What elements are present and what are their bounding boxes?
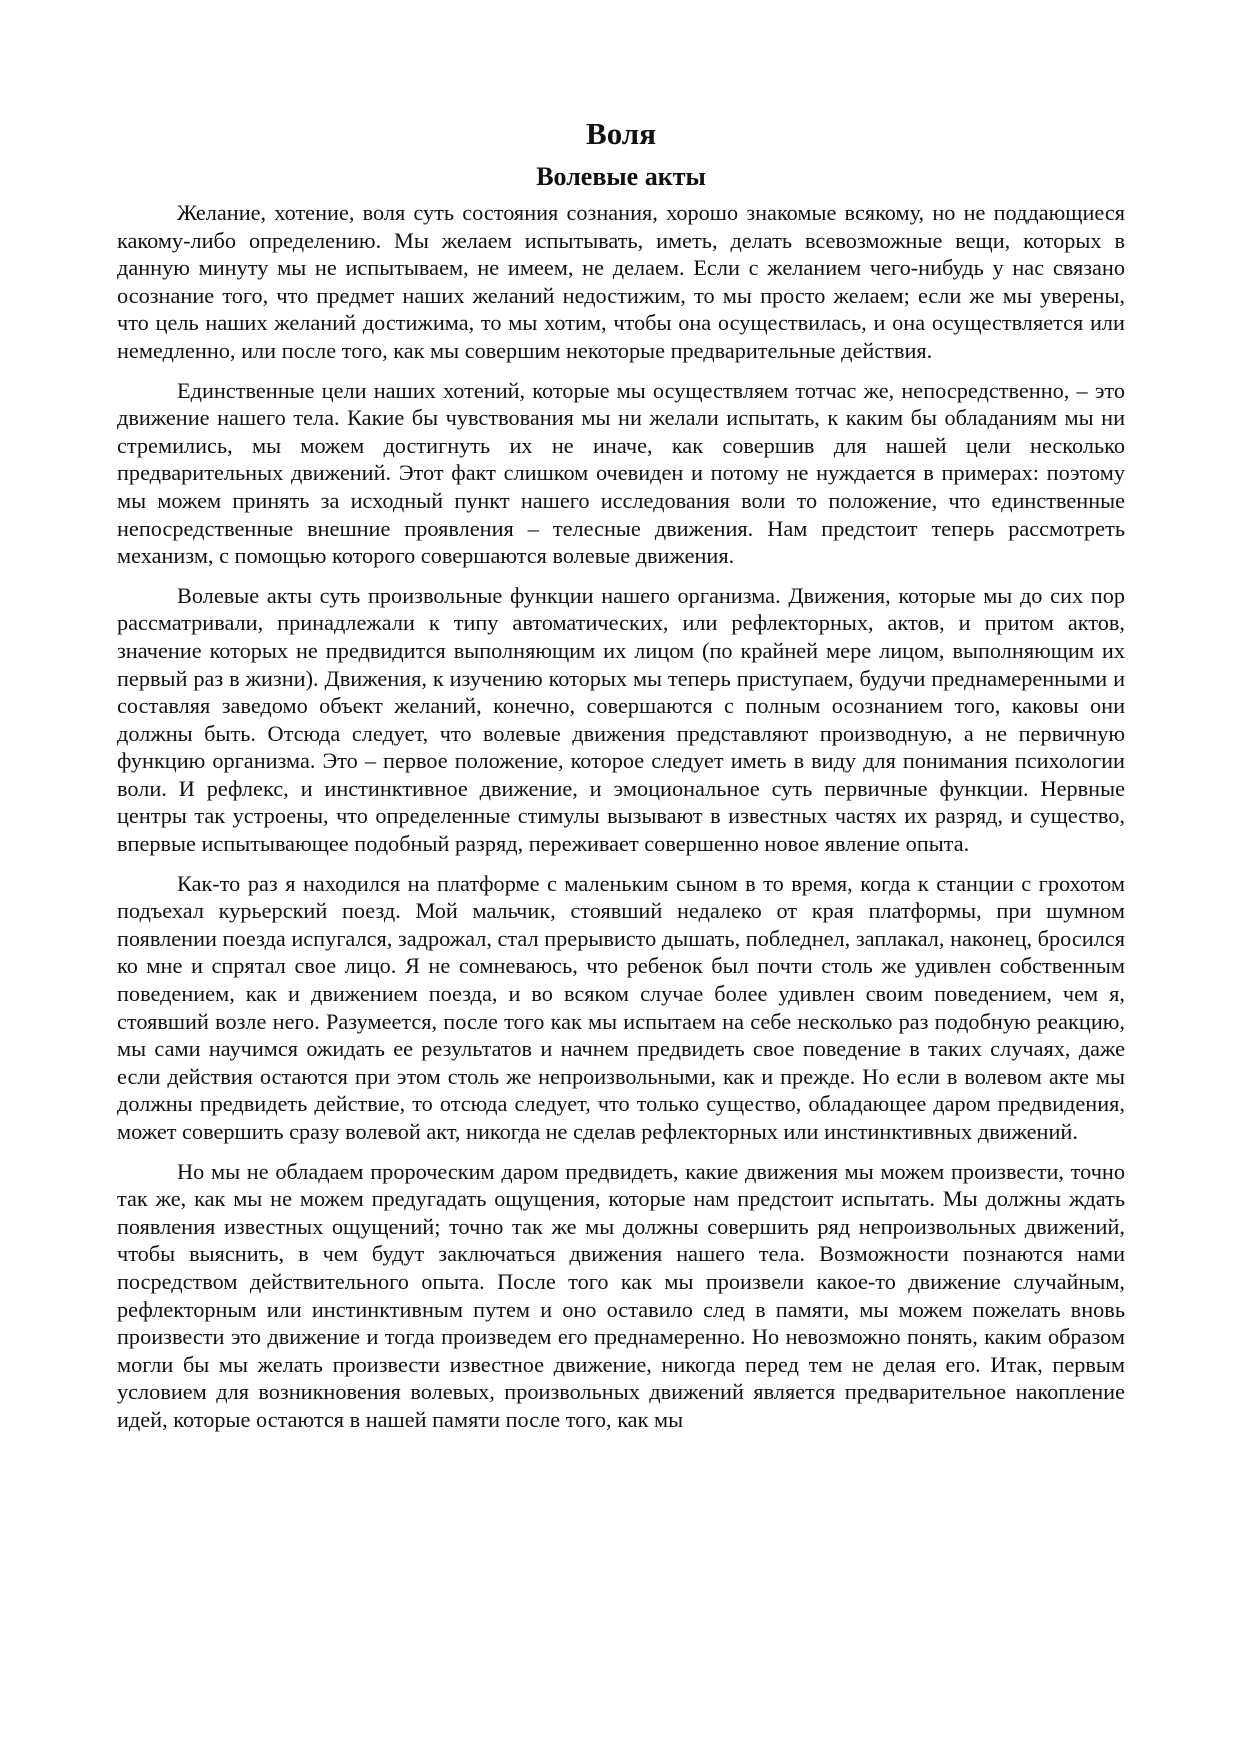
paragraph-2: Единственные цели наших хотений, которые мы осуществляем тотчас же, непосредственно, – это движение нашего тела. Какие бы чувствования мы ни желали испытать, к каким бы обладаниям мы ни стремились, мы можем достигнуть их не иначе, как совершив для нашей цели несколько предварительных движений. Этот факт слишком очевиден и потому не нуждается в примерах: поэтому мы можем принять за исходный пункт нашего исследования воли то положение, что единственные непосредственные внешние проявления – телесные движения. Нам предстоит теперь рассмотреть механизм, с помощью которого совершаются волевые движения. (117, 377, 1125, 569)
paragraph-4: Как-то раз я находился на платформе с маленьким сыном в то время, когда к станции с грохотом подъехал курьерский поезд. Мой мальчик, стоявший недалеко от края платформы, при шумном появлении поезда испугался, задрожал, стал прерывисто дышать, побледнел, заплакал, наконец, бросился ко мне и спрятал свое лицо. Я не сомневаюсь, что ребенок был почти столь же удивлен собственным поведением, как и движением поезда, и во всяком случае более удивлен своим поведением, чем я, стоявший возле него. Разумеется, после того как мы испытаем на себе несколько раз подобную реакцию, мы сами научимся ожидать ее результатов и начнем предвидеть свое поведение в таких случаях, даже если действия остаются при этом столь же непроизвольными, как и прежде. Но если в волевом акте мы должны предвидеть действие, то отсюда следует, что только существо, обладающее даром предвидения, может совершить сразу волевой акт, никогда не сделав рефлекторных или инстинктивных движений. (117, 870, 1125, 1144)
paragraph-5: Но мы не обладаем пророческим даром предвидеть, какие движения мы можем произвести, точно так же, как мы не можем предугадать ощущения, которые нам предстоит испытать. Мы должны ждать появления известных ощущений; точно так же мы должны совершить ряд непроизвольных движений, чтобы выяснить, в чем будут заключаться движения нашего тела. Возможности познаются нами посредством действительного опыта. После того как мы произвели какое-то движение случайным, рефлекторным или инстинктивным путем и оно оставило след в памяти, мы можем пожелать вновь произвести это движение и тогда произведем его преднамеренно. Но невозможно понять, каким образом могли бы мы желать произвести известное движение, никогда перед тем не делая его. Итак, первым условием для возникновения волевых, произвольных движений является предварительное накопление идей, которые остаются в нашей памяти после того, как мы (117, 1158, 1125, 1432)
paragraph-1: Желание, хотение, воля суть состояния сознания, хорошо знакомые всякому, но не поддающиеся какому-либо определению. Мы желаем испытывать, иметь, делать всевозможные вещи, которых в данную минуту мы не испытываем, не имеем, не делаем. Если с желанием чего-нибудь у нас связано осознание того, что предмет наших желаний недостижим, то мы просто желаем; если же мы уверены, что цель наших желаний достижима, то мы хотим, чтобы она осуществилась, и она осуществляется или немедленно, или после того, как мы совершим некоторые предварительные действия. (117, 200, 1125, 363)
document-title: Воля (586, 116, 656, 151)
section-subtitle: Волевые акты (536, 162, 706, 191)
paragraph-3: Волевые акты суть произвольные функции нашего организма. Движения, которые мы до сих пор рассматривали, принадлежали к типу автоматических, или рефлекторных, актов, и притом актов, значение которых не предвидится выполняющим их лицом (по крайней мере лицом, выполняющим их первый раз в жизни). Движения, к изучению которых мы теперь приступаем, будучи преднамеренными и составляя заведомо объект желаний, конечно, совершаются с полным осознанием того, каковы они должны быть. Отсюда следует, что волевые движения представляют производную, а не первичную функцию организма. Это – первое положение, которое следует иметь в виду для понимания психологии воли. И рефлекс, и инстинктивное движение, и эмоциональное суть первичные функции. Нервные центры так устроены, что определенные стимулы вызывают в известных частях их разряд, и существо, впервые испытывающее подобный разряд, переживает совершенно новое явление опыта. (117, 582, 1125, 857)
